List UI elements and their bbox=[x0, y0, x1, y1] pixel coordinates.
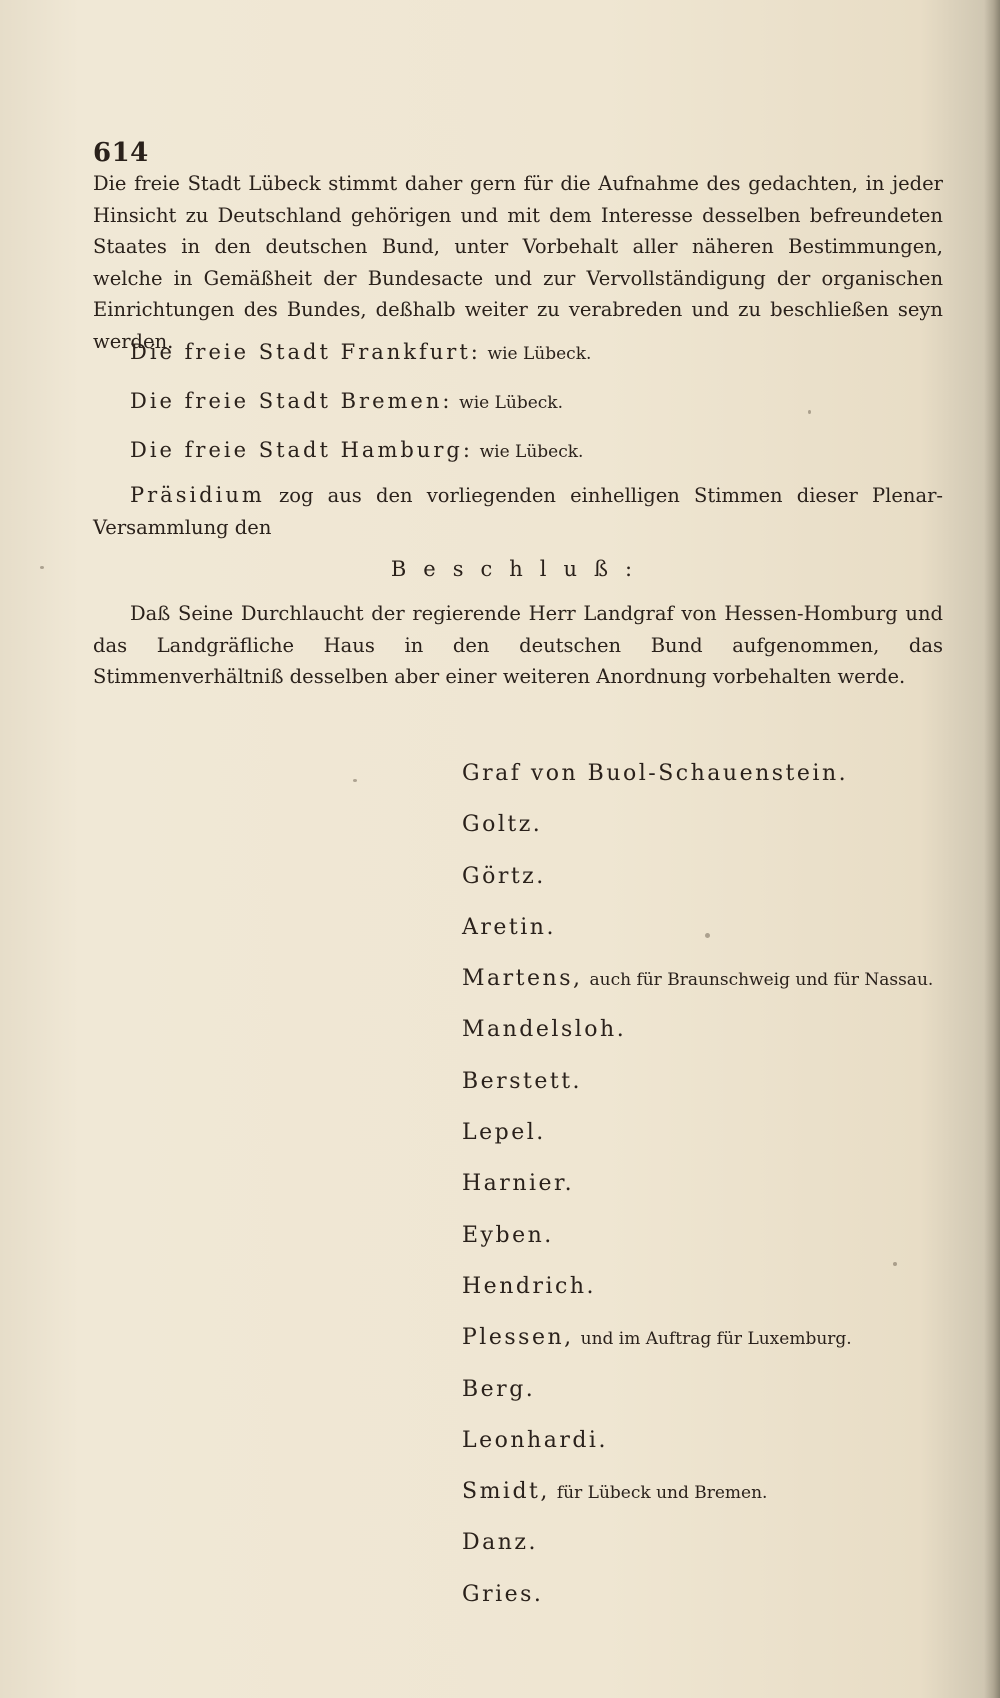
signatory-name: Danz. bbox=[462, 1530, 539, 1556]
beschluss-heading: Beschluß: bbox=[390, 557, 650, 581]
paper-speck bbox=[893, 1262, 897, 1266]
paper-speck bbox=[40, 566, 44, 569]
paragraph-luebeck-vote: Die freie Stadt Lübeck stimmt daher gern für die Aufnahme des gedachten, in jeder Hinsicht zu Deutschland gehörigen und mit dem Interesse desselben befreundeten Staates in den deutschen Bund, unter Vorbehalt aller näheren Bestimmungen, welche in Gemäßheit der Bundesacte und zur Vervollständigung der organischen Einrichtungen des Bundes, deßhalb weiter zu verabreden und zu beschließen seyn werden. bbox=[93, 172, 943, 353]
signature-list bbox=[462, 760, 933, 1632]
signature-item bbox=[462, 1016, 933, 1067]
vote-city: Die freie Stadt Hamburg: bbox=[130, 438, 473, 462]
signature-item bbox=[462, 1170, 933, 1221]
signature-item bbox=[462, 1273, 933, 1324]
signature-item bbox=[462, 965, 933, 1016]
praesidium-text: zog aus den vorliegenden einhelligen Stimmen dieser Plenar-Versammlung den bbox=[93, 484, 943, 539]
signature-item bbox=[462, 863, 933, 914]
signatory-name: Eyben. bbox=[462, 1222, 554, 1248]
page-number: 614 bbox=[93, 138, 149, 168]
signatory-name: Graf von Buol-Schauenstein. bbox=[462, 761, 849, 786]
signature-item bbox=[462, 1068, 933, 1119]
signature-item bbox=[462, 1529, 933, 1580]
vote-city: Die freie Stadt Bremen: bbox=[130, 389, 453, 413]
signatory-name: Plessen, bbox=[462, 1325, 574, 1351]
signatory-name: Leonhardi. bbox=[462, 1427, 608, 1453]
praesidium-lead: Präsidium bbox=[130, 483, 265, 507]
paper-speck bbox=[705, 933, 710, 938]
vote-frankfurt bbox=[130, 340, 591, 364]
signature-item bbox=[462, 914, 933, 965]
paper-speck bbox=[808, 410, 811, 414]
signatory-name: Aretin. bbox=[462, 914, 556, 940]
beschluss-text: Daß Seine Durchlaucht der regierende Herr Landgraf von Hessen-Homburg und das Landgräfliche Haus in den deutschen Bund aufgenommen, das Stimmenverhältniß desselben aber einer weiteren Anordnung vorbehalten werde. bbox=[93, 602, 943, 688]
vote-bremen bbox=[130, 389, 563, 413]
page-edge-shadow bbox=[984, 0, 1000, 1698]
signature-item bbox=[462, 1581, 933, 1632]
signatory-name: Goltz. bbox=[462, 812, 543, 838]
signatory-addition: für Lübeck und Bremen. bbox=[556, 1483, 768, 1504]
signatory-name: Gries. bbox=[462, 1581, 544, 1607]
paragraph-praesidium bbox=[93, 480, 943, 543]
signature-item bbox=[462, 1324, 933, 1375]
signatory-name: Görtz. bbox=[462, 863, 546, 889]
signatory-name: Martens, bbox=[462, 966, 583, 992]
signature-item bbox=[462, 760, 933, 811]
signature-item bbox=[462, 1478, 933, 1529]
signatory-addition: auch für Braunschweig und für Nassau. bbox=[589, 970, 934, 991]
vote-hamburg bbox=[130, 438, 583, 462]
vote-value: wie Lübeck. bbox=[459, 393, 564, 413]
signatory-name: Mandelsloh. bbox=[462, 1017, 627, 1043]
signature-item bbox=[462, 1427, 933, 1478]
signatory-name: Smidt, bbox=[462, 1479, 550, 1505]
signatory-name: Hendrich. bbox=[462, 1273, 596, 1299]
signature-item bbox=[462, 1119, 933, 1170]
signatory-name: Lepel. bbox=[462, 1120, 546, 1146]
signatory-name: Harnier. bbox=[462, 1171, 575, 1197]
vote-city: Die freie Stadt Frankfurt: bbox=[130, 340, 481, 364]
signatory-addition: und im Auftrag für Luxemburg. bbox=[580, 1329, 852, 1350]
vote-value: wie Lübeck. bbox=[487, 344, 592, 364]
signature-item bbox=[462, 1222, 933, 1273]
signature-item bbox=[462, 1376, 933, 1427]
signature-item bbox=[462, 811, 933, 862]
vote-value: wie Lübeck. bbox=[479, 442, 584, 462]
signatory-name: Berstett. bbox=[462, 1068, 583, 1094]
signatory-name: Berg. bbox=[462, 1376, 536, 1402]
paper-speck bbox=[353, 779, 357, 782]
